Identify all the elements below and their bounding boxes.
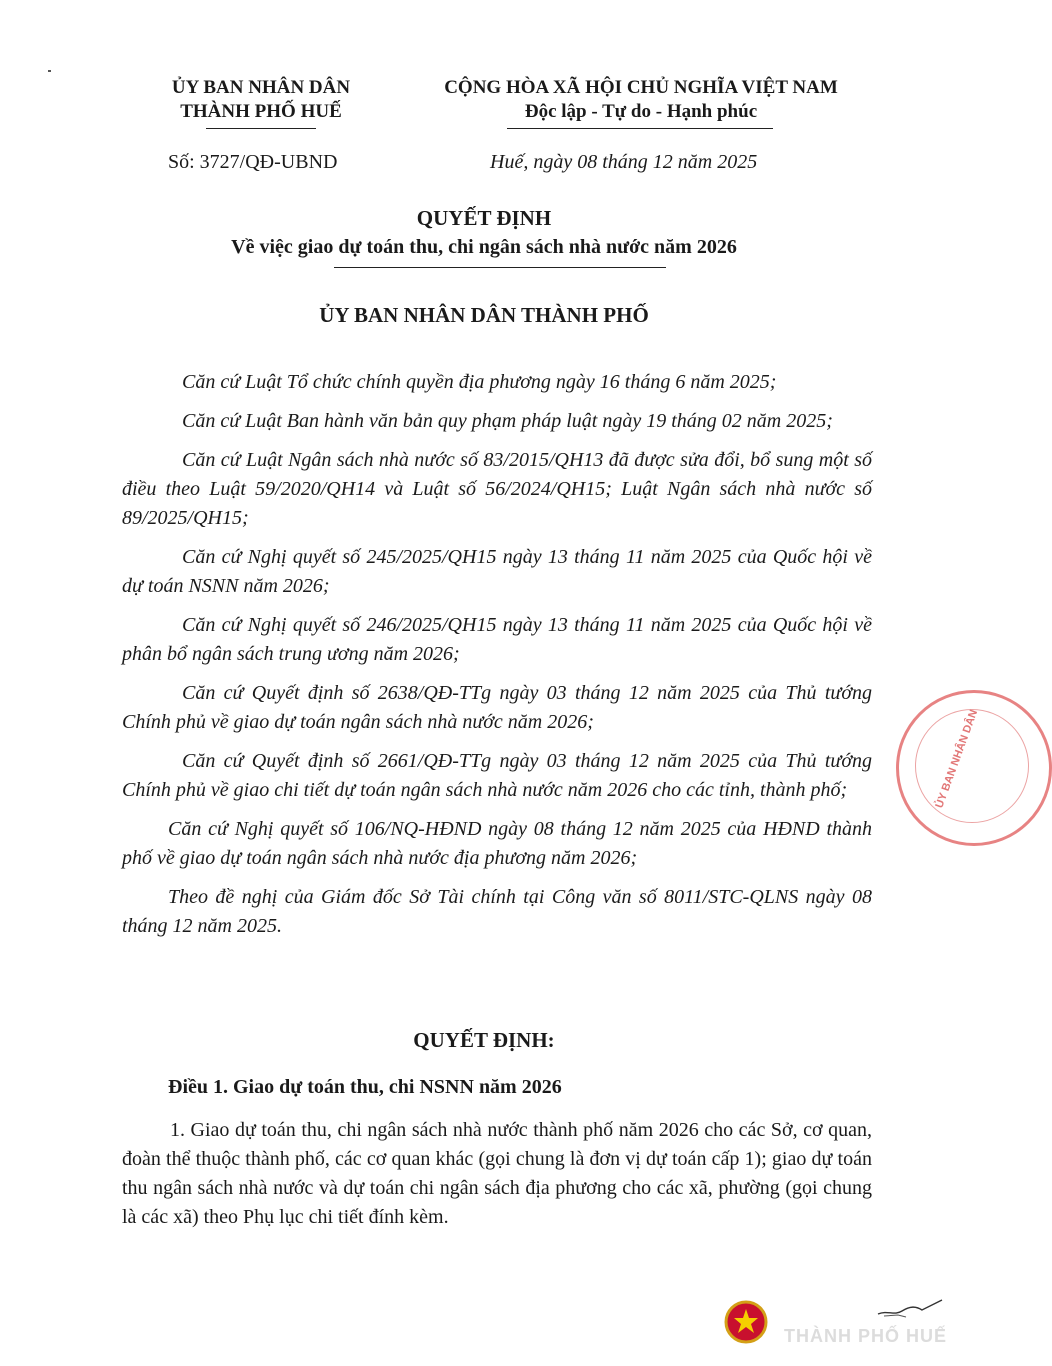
national-header: [404, 76, 878, 124]
decision-heading: QUYẾT ĐỊNH:: [413, 1028, 555, 1052]
document-subject: Về việc giao dự toán thu, chi ngân sách nhà nước năm 2026: [231, 236, 737, 258]
red-seal: [896, 690, 1052, 846]
motto: Độc lập - Tự do - Hạnh phúc: [524, 101, 758, 122]
scan-speck: [48, 70, 51, 72]
preamble: [122, 368, 872, 941]
article-1-body: [122, 1116, 872, 1232]
article-1-paragraph: 1. Giao dự toán thu, chi ngân sách nhà nước thành phố năm 2026 cho các Sở, cơ quan, đoàn thể thuộc thành phố, các cơ quan khác (gọi chung là đơn vị dự toán cấp 1); giao dự toán thu ngân sách nhà nước và dự toán chi ngân sách địa phương cho các xã, phường (gọi chung là các xã) theo Phụ lục chi tiết đính kèm.: [122, 1119, 872, 1228]
motto-underline: [507, 128, 773, 129]
place-date: Huế, ngày 08 tháng 12 năm 2025: [490, 151, 758, 173]
issuing-authority: [150, 76, 372, 124]
document-type: QUYẾT ĐỊNH: [416, 206, 552, 230]
watermark-text: THÀNH PHỐ HUẾ: [784, 1326, 948, 1346]
national-emblem-icon: [724, 1300, 768, 1344]
preamble-item: Căn cứ Quyết định số 2638/QĐ-TTg ngày 03 tháng 12 năm 2025 của Thủ tướng Chính phủ về giao dự toán ngân sách nhà nước năm 2026;: [122, 682, 872, 733]
seal-text: ỦY BAN NHÂN DÂN: [933, 708, 981, 810]
subject-underline: [334, 267, 666, 268]
article-1-heading: Điều 1. Giao dự toán thu, chi NSNN năm 2026: [168, 1076, 562, 1098]
preamble-item: Căn cứ Nghị quyết số 246/2025/QH15 ngày 13 tháng 11 năm 2025 của Quốc hội về phân bổ ngân sách trung ương năm 2026;: [122, 614, 872, 665]
authority-underline: [206, 128, 316, 129]
preamble-item: Căn cứ Luật Ngân sách nhà nước số 83/2015/QH13 đã được sửa đổi, bổ sung một số điều theo Luật 59/2020/QH14 và Luật số 56/2024/QH15; Luật Ngân sách nhà nước số 89/2025/QH15;: [122, 449, 872, 529]
preamble-item: Căn cứ Nghị quyết số 106/NQ-HĐND ngày 08 tháng 12 năm 2025 của HĐND thành phố về giao dự toán ngân sách nhà nước địa phương năm 2026;: [122, 818, 872, 869]
org-line2: THÀNH PHỐ HUẾ: [180, 101, 342, 122]
preamble-item: Căn cứ Nghị quyết số 245/2025/QH15 ngày 13 tháng 11 năm 2025 của Quốc hội về dự toán NSNN năm 2026;: [122, 546, 872, 597]
authority-heading: ỦY BAN NHÂN DÂN THÀNH PHỐ: [319, 303, 649, 327]
signature-mark: [876, 1296, 946, 1322]
preamble-item: Căn cứ Luật Ban hành văn bản quy phạm pháp luật ngày 19 tháng 02 năm 2025;: [182, 410, 833, 432]
preamble-item: Căn cứ Quyết định số 2661/QĐ-TTg ngày 03 tháng 12 năm 2025 của Thủ tướng Chính phủ về giao chi tiết dự toán ngân sách nhà nước năm 2026 cho các tỉnh, thành phố;: [122, 750, 872, 801]
preamble-item: Theo đề nghị của Giám đốc Sở Tài chính tại Công văn số 8011/STC-QLNS ngày 08 tháng 12 năm 2025.: [122, 886, 872, 937]
nation-line1: CỘNG HÒA XÃ HỘI CHỦ NGHĨA VIỆT NAM: [444, 77, 838, 98]
preamble-item: Căn cứ Luật Tổ chức chính quyền địa phương ngày 16 tháng 6 năm 2025;: [182, 371, 777, 393]
document-number: Số: 3727/QĐ-UBND: [168, 151, 338, 173]
org-line1: ỦY BAN NHÂN DÂN: [171, 77, 351, 98]
